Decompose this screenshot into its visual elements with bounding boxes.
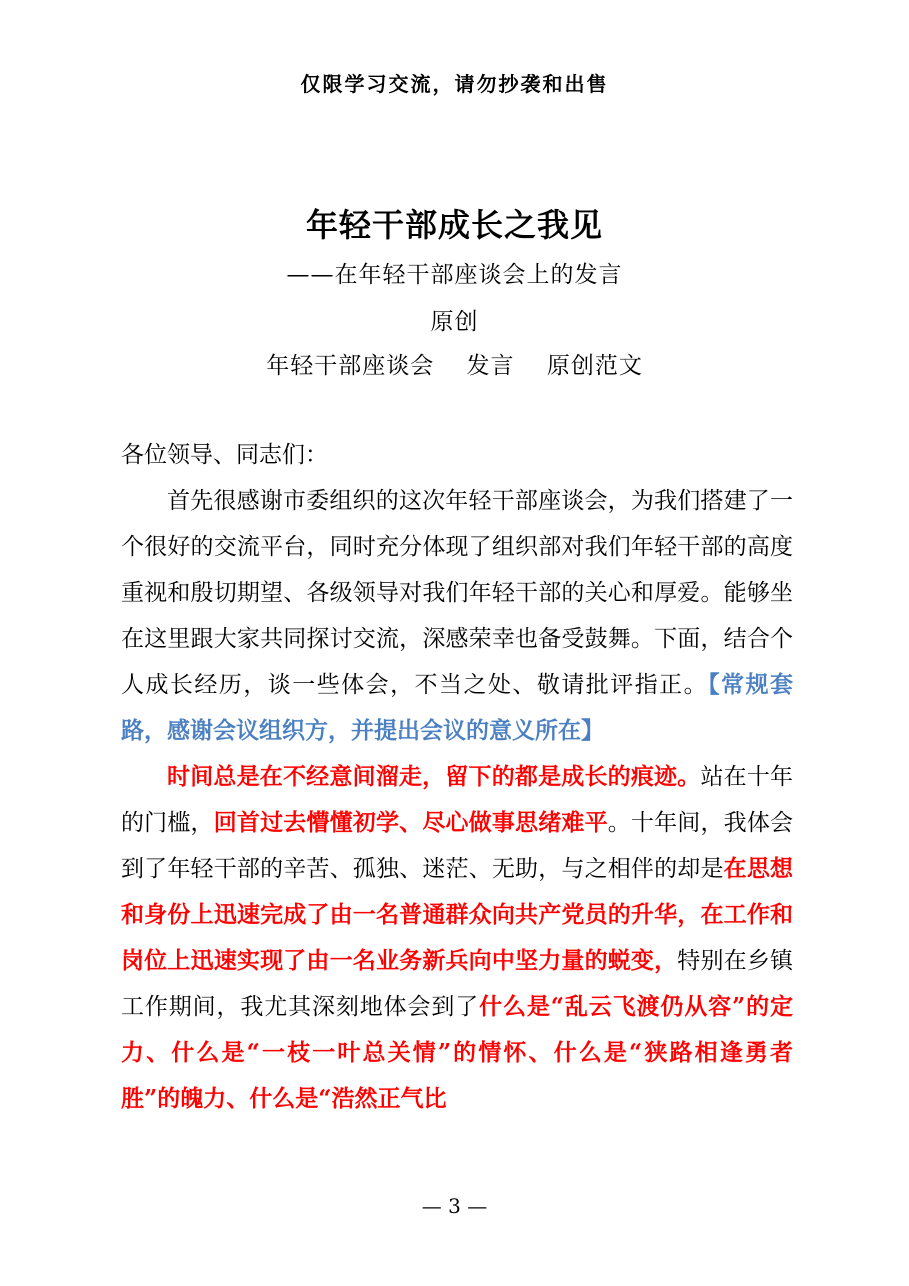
document-title: 年轻干部成长之我见 [305,206,603,244]
document-body [121,432,793,1122]
highlight-text: 时间总是在不经意间溜走，留下的都是成长的痕迹。 [167,763,701,790]
highlight-text: 在思想和身份上迅速完成了由一名普通群众向共产党员的升华，在工作和岗位上迅速实现了由一名业务新兵向中坚力量的蜕变， [121,855,794,974]
paragraph-growth [121,754,793,1122]
keyword-tag: 年轻干部座谈会 [266,353,435,379]
paragraph-intro-text: 首先很感谢市委组织的这次年轻干部座谈会，为我们搭建了一个很好的交流平台，同时充分体现了组织部对我们年轻干部的高度重视和殷切期望、各级领导对我们年轻干部的关心和厚爱。能够坐在这里跟大家共同探讨交流，深感荣幸也备受鼓舞。下面，结合个人成长经历，谈一些体会，不当之处、敬请批评指正。 [121,488,793,698]
paragraph-text: 特别在乡镇工作期间，我尤其深刻地体会到了 [121,948,794,1020]
keyword-tag: 发言 [466,353,515,379]
paragraph-text: 。十年间，我体会到了年轻干部的辛苦、孤独、迷茫、无助，与之相伴的却是 [121,810,794,882]
keyword-tags [0,347,909,380]
page-number: — 3 — [421,1194,488,1218]
document-origin: 原创 [430,309,479,335]
document-subtitle: ——在年轻干部座谈会上的发言 [286,262,623,288]
paragraph-intro [121,478,793,754]
paragraph-text: 站在十年的门槛， [121,764,794,836]
salutation: 各位领导、同志们： [121,442,328,468]
keyword-tag: 原创范文 [546,353,643,379]
highlight-text: 回首过去懵懂初学、尽心做事思绪难平 [213,809,608,836]
header-notice: 仅限学习交流，请勿抄袭和出售 [300,72,609,96]
highlight-text: 什么是“乱云飞渡仍从容”的定力、什么是“一枝一叶总关情”的情怀、什么是“狭路相逢勇者胜”的魄力、什么是“浩然正气比 [121,993,794,1112]
editor-note: 【常规套路，感谢会议组织方，并提出会议的意义所在】 [121,671,794,744]
